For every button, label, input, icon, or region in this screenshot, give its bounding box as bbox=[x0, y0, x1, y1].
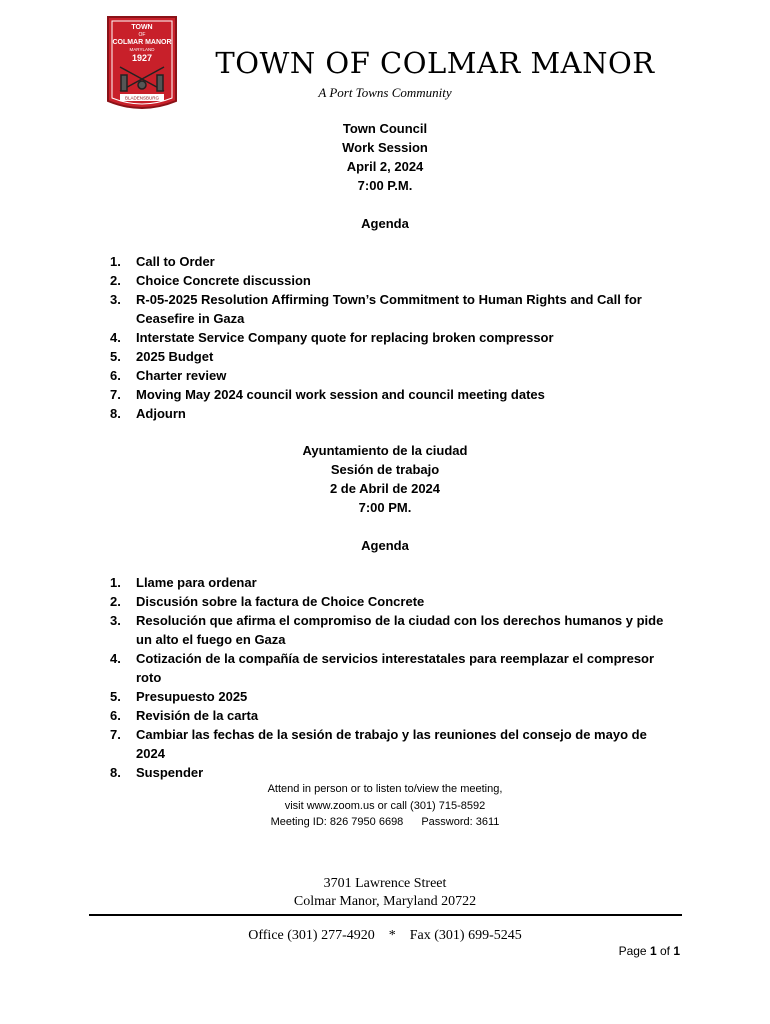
contact-separator: * bbox=[388, 928, 396, 943]
meeting-info-line: visit www.zoom.us or call (301) 715-8592 bbox=[284, 799, 486, 812]
meeting-info-line: Attend in person or to listen to/view the meeting, bbox=[267, 783, 503, 795]
spanish-heading bbox=[0, 441, 770, 517]
agenda-item: 2. Choice Concrete discussion bbox=[110, 273, 311, 288]
footer-divider bbox=[89, 914, 682, 916]
town-seal-logo bbox=[106, 15, 178, 115]
agenda-item: 1. Call to Order bbox=[110, 254, 215, 269]
heading-line: 7:00 PM. bbox=[358, 500, 412, 515]
agenda-item: 4. Cotización de la compañía de servicios interestatales para reemplazar el compresor roto bbox=[110, 651, 655, 685]
agenda-item: 1. Llame para ordenar bbox=[110, 575, 257, 590]
agenda-item: 2. Discusión sobre la factura de Choice Concrete bbox=[110, 594, 425, 609]
page-number: Page 1 of 1 bbox=[618, 944, 680, 958]
agenda-item: 3. R-05-2025 Resolution Affirming Town’s Commitment to Human Rights and Call for Ceasefire in Gaza bbox=[110, 292, 642, 326]
agenda-item: 7. Cambiar las fechas de la sesión de trabajo y las reuniones del consejo de mayo de 2024 bbox=[110, 727, 647, 761]
agenda-item: 8. Adjourn bbox=[110, 406, 186, 421]
agenda-item: 6. Revisión de la carta bbox=[110, 708, 259, 723]
town-title: TOWN OF COLMAR MANOR bbox=[215, 46, 655, 80]
meeting-credentials bbox=[0, 814, 770, 831]
seal-text-bottom: BLADENSBURG bbox=[124, 95, 160, 101]
agenda-item: 5. Presupuesto 2025 bbox=[110, 689, 248, 704]
agenda-item: 3. Resolución que afirma el compromiso de la ciudad con los derechos humanos y pide un alto el fuego en Gaza bbox=[110, 613, 664, 647]
town-subtitle: A Port Towns Community bbox=[318, 85, 452, 100]
seal-text-top: TOWN bbox=[131, 24, 153, 31]
agenda-item: 7. Moving May 2024 council work session and council meeting dates bbox=[110, 387, 545, 402]
heading-line: Work Session bbox=[342, 140, 428, 155]
english-agenda-list bbox=[110, 252, 670, 423]
meeting-id: Meeting ID: 826 7950 6698 bbox=[270, 816, 404, 828]
agenda-item: 8. Suspender bbox=[110, 765, 204, 780]
seal-year: 1927 bbox=[131, 53, 153, 63]
town-address bbox=[0, 875, 770, 911]
seal-text-name: COLMAR MANOR bbox=[112, 39, 172, 46]
heading-line: 7:00 P.M. bbox=[357, 178, 413, 193]
agenda-item: 4. Interstate Service Company quote for replacing broken compressor bbox=[110, 330, 554, 345]
seal-text-state: MARYLAND bbox=[129, 47, 155, 52]
spanish-agenda-list bbox=[110, 573, 670, 782]
heading-line: Ayuntamiento de la ciudad bbox=[302, 443, 468, 458]
heading-line: Town Council bbox=[342, 121, 428, 136]
seal-text-of: OF bbox=[138, 32, 146, 38]
meeting-password: Password: 3611 bbox=[421, 816, 500, 828]
heading-line: April 2, 2024 bbox=[346, 159, 424, 174]
contact-line bbox=[0, 928, 770, 944]
english-heading bbox=[0, 119, 770, 195]
fax-number: Fax (301) 699-5245 bbox=[409, 928, 522, 943]
meeting-info bbox=[0, 781, 770, 831]
heading-line: Sesión de trabajo bbox=[330, 462, 440, 477]
agenda-item: 6. Charter review bbox=[110, 368, 227, 383]
address-street: 3701 Lawrence Street bbox=[323, 876, 447, 891]
english-agenda-label: Agenda bbox=[361, 216, 409, 231]
address-city: Colmar Manor, Maryland 20722 bbox=[293, 894, 477, 909]
spanish-agenda-label: Agenda bbox=[361, 538, 409, 553]
heading-line: 2 de Abril de 2024 bbox=[329, 481, 441, 496]
agenda-item: 5. 2025 Budget bbox=[110, 349, 214, 364]
office-phone: Office (301) 277-4920 bbox=[248, 928, 375, 943]
